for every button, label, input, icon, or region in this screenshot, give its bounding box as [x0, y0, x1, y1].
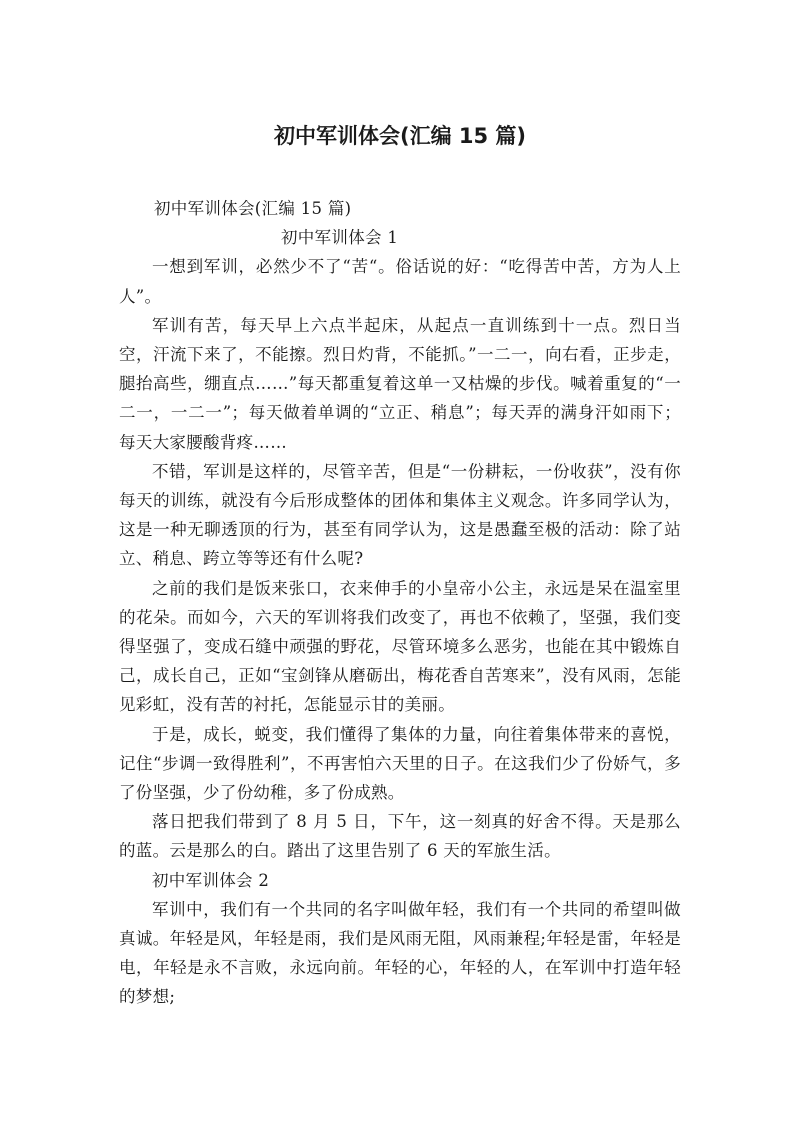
document-subtitle: 初中军训体会(汇编 15 篇) — [154, 199, 352, 218]
paragraph: 于是，成长，蜕变，我们懂得了集体的力量，向往着集体带来的喜悦，记住“步调一致得胜利”，不再害怕六天里的日子。在这我们少了份娇气，多了份坚强，少了份幼稚，多了份成熟。 — [119, 724, 681, 803]
paragraph: 不错，军训是这样的，尽管辛苦，但是“一份耕耘，一份收获”，没有你每天的训练，就没有今后形成整体的团体和集体主义观念。许多同学认为，这是一种无聊透顶的行为，甚至有同学认为，这是愚蠢至极的活动：除了站立、稍息、跨立等等还有什么呢? — [119, 461, 681, 569]
paragraph: 落日把我们带到了 8 月 5 日，下午，这一刻真的好舍不得。天是那么的蓝。云是那么的白。踏出了这里告别了 6 天的军旅生活。 — [119, 812, 681, 861]
document-title: 初中军训体会(汇编 15 篇) — [273, 124, 527, 148]
paragraph: 军训有苦，每天早上六点半起床，从起点一直训练到十一点。烈日当空，汗流下来了，不能擦。烈日灼背，不能抓。”一二一，向右看，正步走，腿抬高些，绷直点……”每天都重复着这单一又枯燥的步伐。喊着重复的“一二一，一二一”；每天做着单调的“立正、稍息”；每天弄的满身汗如雨下；每天大家腰酸背疼…… — [119, 315, 681, 452]
section-heading-2: 初中军训体会 2 — [152, 870, 270, 890]
paragraph: 一想到军训，必然少不了“苦“。俗话说的好：“吃得苦中苦，方为人上人”。 — [119, 257, 681, 306]
paragraph: 军训中，我们有一个共同的名字叫做年轻，我们有一个共同的希望叫做真诚。年轻是风，年轻是雨，我们是风雨无阻，风雨兼程;年轻是雷，年轻是电，年轻是永不言败，永远向前。年轻的心，年轻的人，在军训中打造年轻的梦想; — [119, 899, 681, 1007]
document-body — [119, 194, 681, 1012]
section-heading-1: 初中军训体会 1 — [281, 228, 399, 248]
paragraph: 之前的我们是饭来张口，衣来伸手的小皇帝小公主，永远是呆在温室里的花朵。而如今，六天的军训将我们改变了，再也不依赖了，坚强，我们变得坚强了，变成石缝中顽强的野花，尽管环境多么恶劣，也能在其中锻炼自己，成长自己，正如“宝剑锋从磨砺出，梅花香自苦寒来”，没有风雨，怎能见彩虹，没有苦的衬托，怎能显示甘的美丽。 — [119, 578, 681, 715]
